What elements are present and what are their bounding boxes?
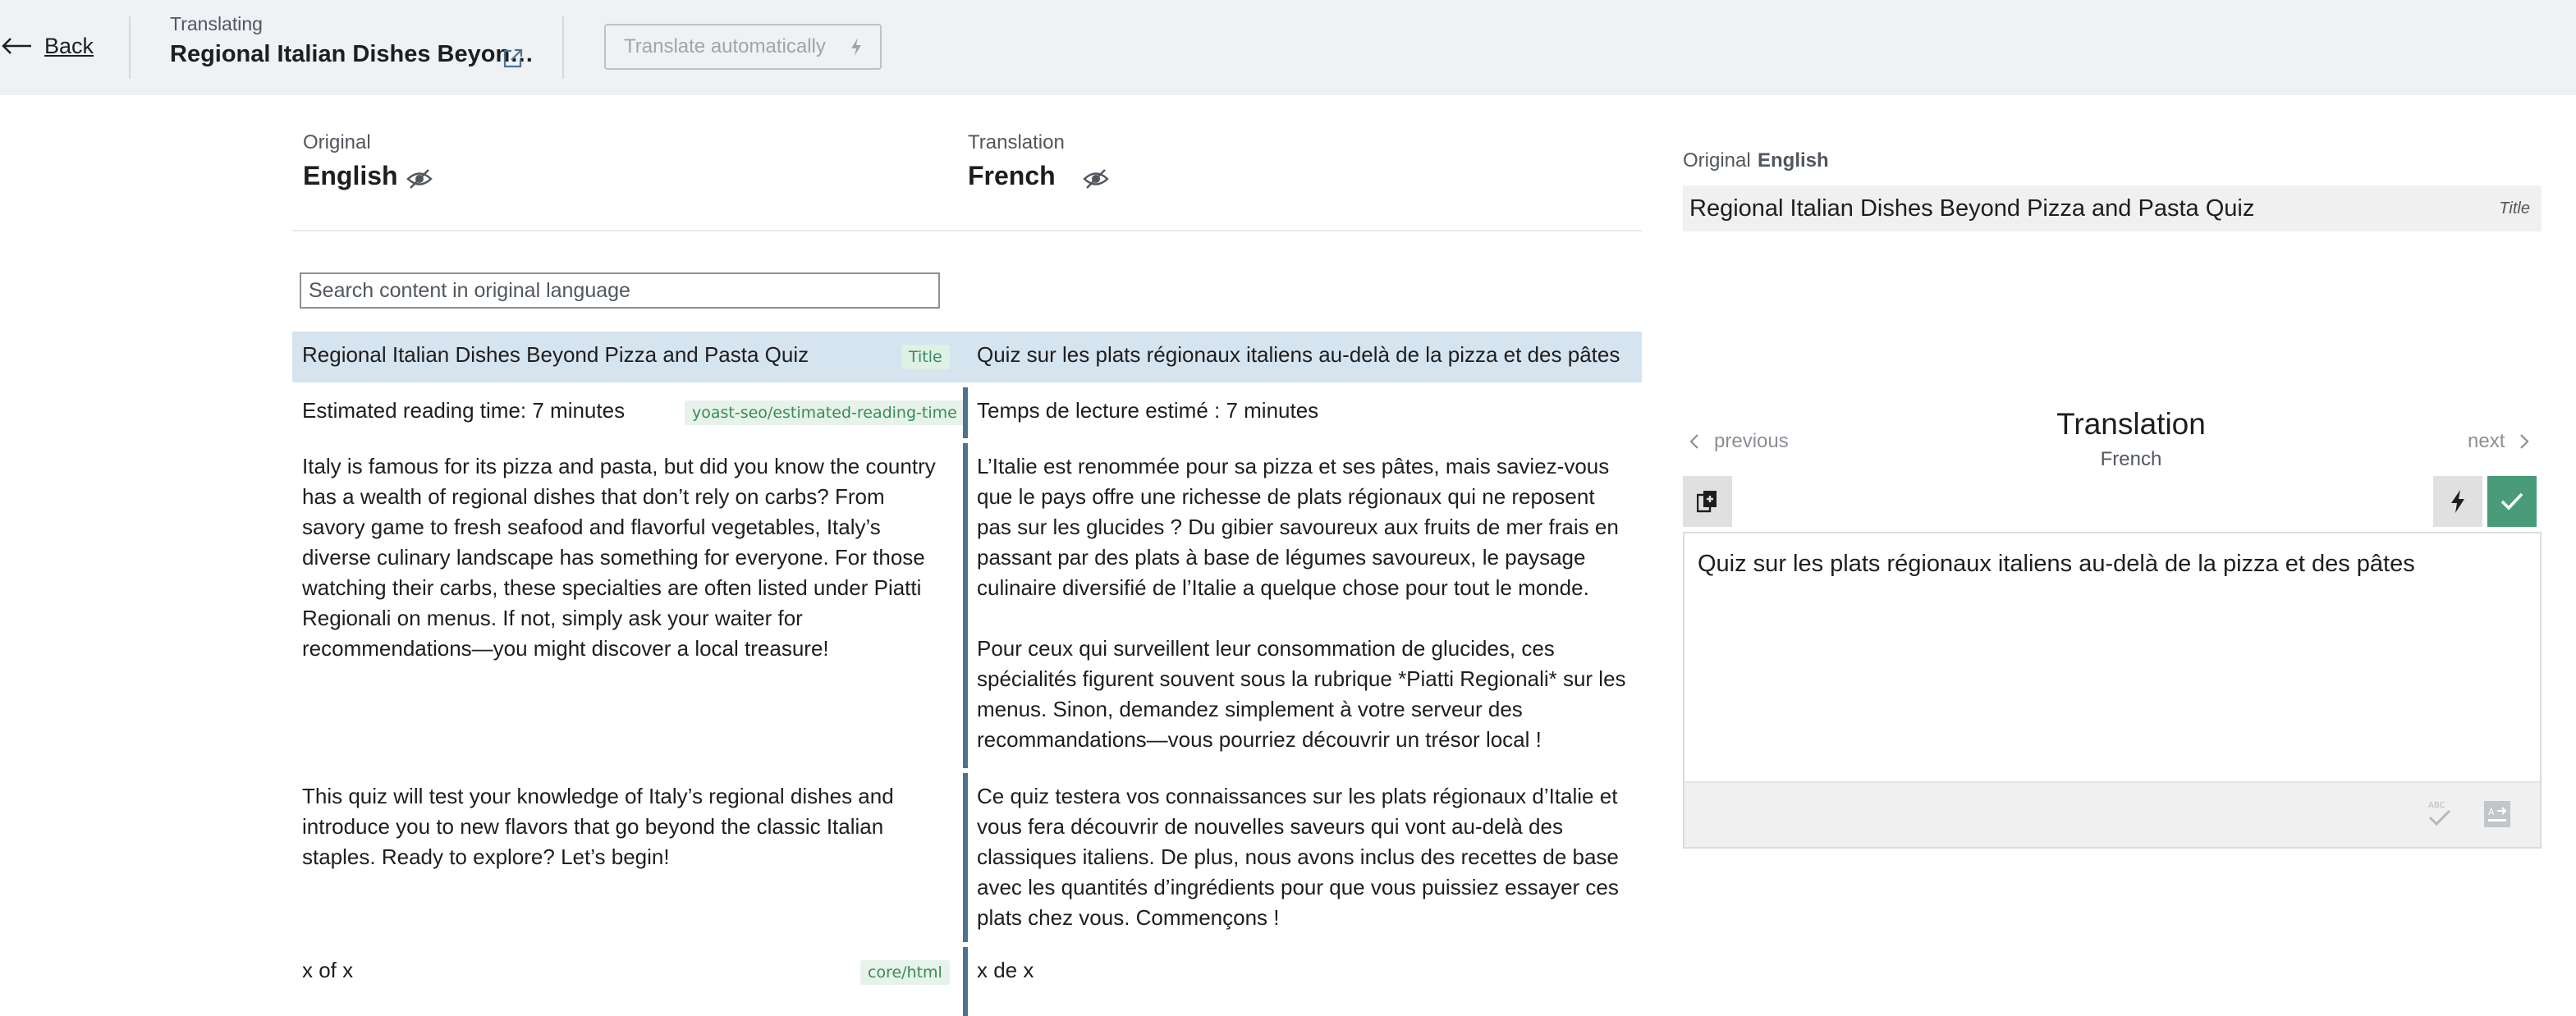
machine-translate-button[interactable] [2433,476,2482,527]
top-bar [0,0,2576,95]
original-cell: Regional Italian Dishes Beyond Pizza and Pasta Quiz [302,342,809,367]
back-label: Back [44,33,94,58]
translation-cell [977,451,1634,755]
previous-button[interactable] [1689,430,1789,453]
translation-textarea[interactable] [1684,533,2540,781]
panel-original-kind: Title [2499,199,2530,217]
chevron-left-icon [1689,433,1699,450]
panel-original-text: Regional Italian Dishes Beyond Pizza and Pasta Quiz [1689,195,2255,222]
back-link[interactable] [0,30,94,62]
translation-cell: Ce quiz testera vos connaissances sur les plats régionaux d’Italie et vous fera découvrir de nouvelles saveurs qui vont au-delà des classiques italiens. De plus, nous avons inclus des recettes de base avec les quantités d’ingrédients pour que vous puissiez essayer ces plats chez vous. Commençons ! [977,784,1619,930]
hide-eye-icon[interactable] [406,166,433,190]
svg-text:A: A [2488,807,2495,817]
original-cell: Italy is famous for its pizza and pasta, but did you know the country has a wealth of regional dishes that don’t rely on carbs? From savory game to fresh seafood and flavorful vegetables, Italy’s diverse culinary landscape has something for everyone. For those watching their carbs, these specialties are often listed under Piatti Regionali on menus. If not, simply ask your waiter for recommendations—you might discover a local treasure! [302,454,936,661]
bolt-icon [2450,489,2466,514]
row-divider [963,387,968,438]
translation-column-language: French [968,161,1056,190]
editor-footer [1684,781,2540,847]
panel-original-caption: Original [1683,149,1751,172]
table-row[interactable] [292,332,1642,382]
glossary-icon[interactable] [2481,798,2514,831]
chevron-right-icon [2519,433,2529,450]
row-divider [963,773,968,942]
copy-original-button[interactable] [1683,476,1732,527]
row-divider [963,947,968,1016]
panel-original-text-box [1683,185,2542,231]
original-cell: x of x [302,958,354,982]
block-type-tag: core/html [860,960,950,985]
translation-paragraph: L’Italie est renommée pour sa pizza et ses pâtes, mais saviez-vous que le pays offre une richesse de plats régionaux qui ne reposent pas sur les glucides ? Du gibier savoureux aux fruits de mer frais en passant par des plats à base de légumes savoureux, le paysage culinaire diversifié de l’Italie a quelque chose pour tout le monde. [977,454,1619,600]
translation-cell: Quiz sur les plats régionaux italiens au-delà de la pizza et des pâtes [977,342,1620,367]
header-divider [562,16,564,79]
translation-cell: x de x [977,958,1034,982]
original-column-language: English [303,161,398,190]
previous-label: previous [1714,430,1789,452]
translation-column-caption: Translation [968,131,1065,153]
translation-cell: Temps de lecture estimé : 7 minutes [977,398,1319,423]
translation-editor [1683,532,2542,849]
translate-automatically-label: Translate automatically [624,35,826,57]
document-title: Regional Italian Dishes Beyon… [170,41,534,67]
translate-automatically-button[interactable] [604,24,882,70]
external-link-icon[interactable] [501,46,525,71]
original-column-caption: Original [303,131,371,153]
translating-caption: Translating [170,13,263,34]
panel-translation-language: French [2100,448,2162,470]
next-button[interactable] [2468,430,2529,453]
svg-text:ABC: ABC [2428,801,2445,810]
table-row[interactable] [292,443,1642,768]
panel-translation-title: Translation [2056,407,2206,441]
copy-icon [1697,490,1718,513]
search-input[interactable] [300,272,940,309]
bolt-icon [850,37,862,57]
arrow-left-icon [0,36,33,56]
translation-paragraph: Pour ceux qui surveillent leur consommation de glucides, ces spécialités figurent souvent sous la rubrique *Piatti Regionali* sur les menus. Sinon, demandez simplement à votre serveur des recommandations—vous pourriez découvrir un trésor local ! [977,636,1626,752]
panel-original-language: English [1758,149,1829,172]
row-divider [963,332,968,382]
check-icon [2500,492,2524,511]
header-separator [292,230,1642,231]
block-type-tag: Title [901,345,950,369]
block-type-tag: yoast-seo/estimated-reading-time [685,400,965,425]
table-row[interactable] [292,387,1642,438]
table-row[interactable] [292,947,1642,1016]
approve-button[interactable] [2487,476,2537,527]
header-divider [129,16,131,79]
spellcheck-icon[interactable] [2423,798,2456,831]
next-label: next [2468,430,2505,452]
row-divider [963,443,968,768]
table-row[interactable] [292,773,1642,942]
original-cell: This quiz will test your knowledge of Italy’s regional dishes and introduce you to new flavors that go beyond the classic Italian staples. Ready to explore? Let’s begin! [302,784,894,869]
hide-eye-icon[interactable] [1082,166,1110,190]
original-cell: Estimated reading time: 7 minutes [302,398,626,423]
